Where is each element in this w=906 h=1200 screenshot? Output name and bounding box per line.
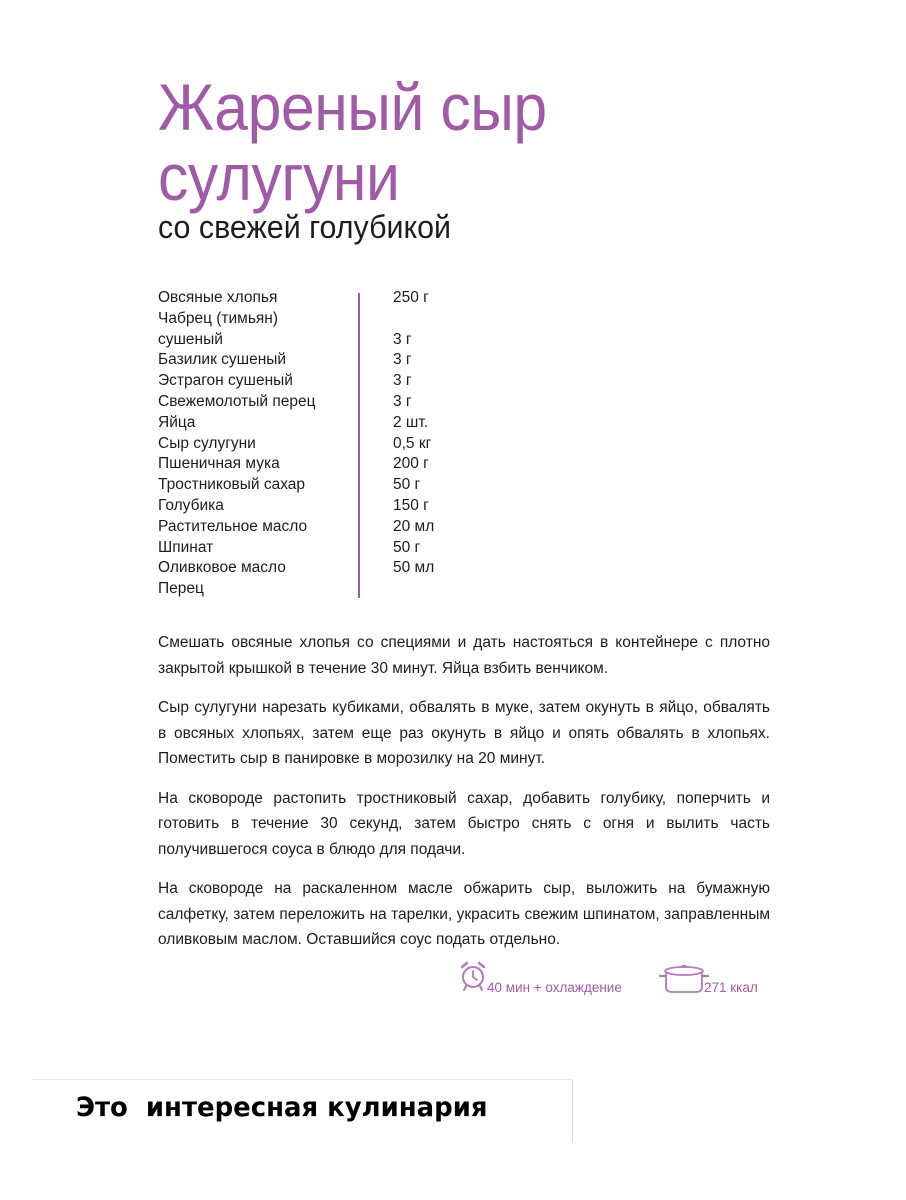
instruction-step: Смешать овсяные хлопья со специями и дать настояться в контейнере с плотно закрытой крышкой в течение 30 минут. Яйца взбить венчиком.: [158, 634, 770, 677]
ingredient-quantity: 3 г: [393, 372, 412, 390]
ingredient-quantity: 2 шт.: [393, 413, 429, 431]
recipe-title: [158, 72, 547, 212]
ingredient-row: [158, 475, 488, 496]
ingredient-quantity: 250 г: [393, 289, 429, 306]
caption-banner: [32, 1080, 572, 1142]
ingredient-quantity: 3 г: [393, 330, 412, 348]
caption-text: Это интересная кулинария: [76, 1092, 488, 1123]
ingredient-name: Пшеничная мука: [158, 455, 280, 473]
ingredient-quantity: 0,5 кг: [393, 434, 432, 452]
ingredient-name: Эстрагон сушеный: [158, 372, 293, 390]
ingredient-name: Растительное масло: [158, 517, 308, 535]
cooking-time: 40 мин + охлаждение: [487, 980, 622, 995]
cooking-pot-icon: [659, 963, 709, 995]
ingredient-row: [158, 288, 488, 309]
ingredient-name: Овсяные хлопья: [158, 289, 278, 306]
ingredient-row: [158, 413, 488, 434]
ingredient-row: [158, 350, 488, 371]
ingredient-quantity: 3 г: [393, 351, 412, 369]
recipe-subtitle: со свежей голубикой: [158, 209, 452, 245]
ingredient-name: Свежемолотый перец: [158, 392, 316, 410]
ingredient-row: [158, 558, 488, 579]
ingredient-name: Базилик сушеный: [158, 351, 287, 369]
ingredient-quantity: 3 г: [393, 392, 412, 410]
ingredient-row: [158, 579, 488, 600]
instruction-step: На сковороде растопить тростниковый сахар, добавить голубику, поперчить и готовить в течение 30 секунд, затем быстро снять с огня и вылить часть получившегося соуса в блюдо для подачи.: [158, 789, 770, 858]
recipe-title-line-1: Жареный сыр: [158, 70, 547, 144]
ingredient-name: Тростниковый сахар: [158, 476, 306, 494]
ingredient-name: Перец: [158, 580, 204, 598]
recipe-title-line-2: сулугуни: [158, 140, 400, 214]
ingredient-quantity: 150 г: [393, 496, 429, 514]
calories: 271 ккал: [704, 980, 758, 995]
ingredient-row: [158, 496, 488, 517]
instructions: [158, 630, 770, 967]
ingredient-row: [158, 330, 488, 351]
ingredient-name: Яйца: [158, 413, 196, 431]
ingredient-quantity: 50 г: [393, 476, 421, 494]
ingredient-row: [158, 538, 488, 559]
ingredient-quantity: 50 г: [393, 538, 421, 556]
ingredient-row: [158, 371, 488, 392]
ingredient-name: сушеный: [158, 330, 223, 348]
ingredient-quantity: 50 мл: [393, 559, 435, 577]
instruction-step: Сыр сулугуни нарезать кубиками, обвалять в муке, затем окунуть в яйцо, обвалять в овсяных хлопьях, затем еще раз окунуть в яйцо и опять обвалять в хлопьях. Поместить сыр в панировке в морозилку на 20 минут.: [158, 699, 770, 767]
recipe-meta: [456, 958, 776, 998]
ingredient-name: Оливковое масло: [158, 559, 286, 577]
ingredient-quantity: 200 г: [393, 455, 429, 473]
ingredient-quantity: 20 мл: [393, 517, 435, 535]
ingredients-list: [158, 288, 488, 600]
ingredients-divider: [358, 293, 360, 598]
ingredient-row: [158, 517, 488, 538]
ingredient-name: Сыр сулугуни: [158, 434, 256, 452]
alarm-clock-icon: [458, 960, 488, 992]
ingredient-name: Шпинат: [158, 538, 214, 556]
instruction-step: На сковороде на раскаленном масле обжарить сыр, выложить на бумажную салфетку, затем переложить на тарелки, украсить свежим шпинатом, заправленным оливковым маслом. Оставшийся соус подать отдельно.: [158, 880, 770, 948]
ingredient-name: Голубика: [158, 496, 224, 514]
ingredient-row: [158, 309, 488, 330]
ingredient-row: [158, 454, 488, 475]
ingredient-name: Чабрец (тимьян): [158, 309, 279, 327]
ingredient-row: [158, 434, 488, 455]
ingredient-row: [158, 392, 488, 413]
